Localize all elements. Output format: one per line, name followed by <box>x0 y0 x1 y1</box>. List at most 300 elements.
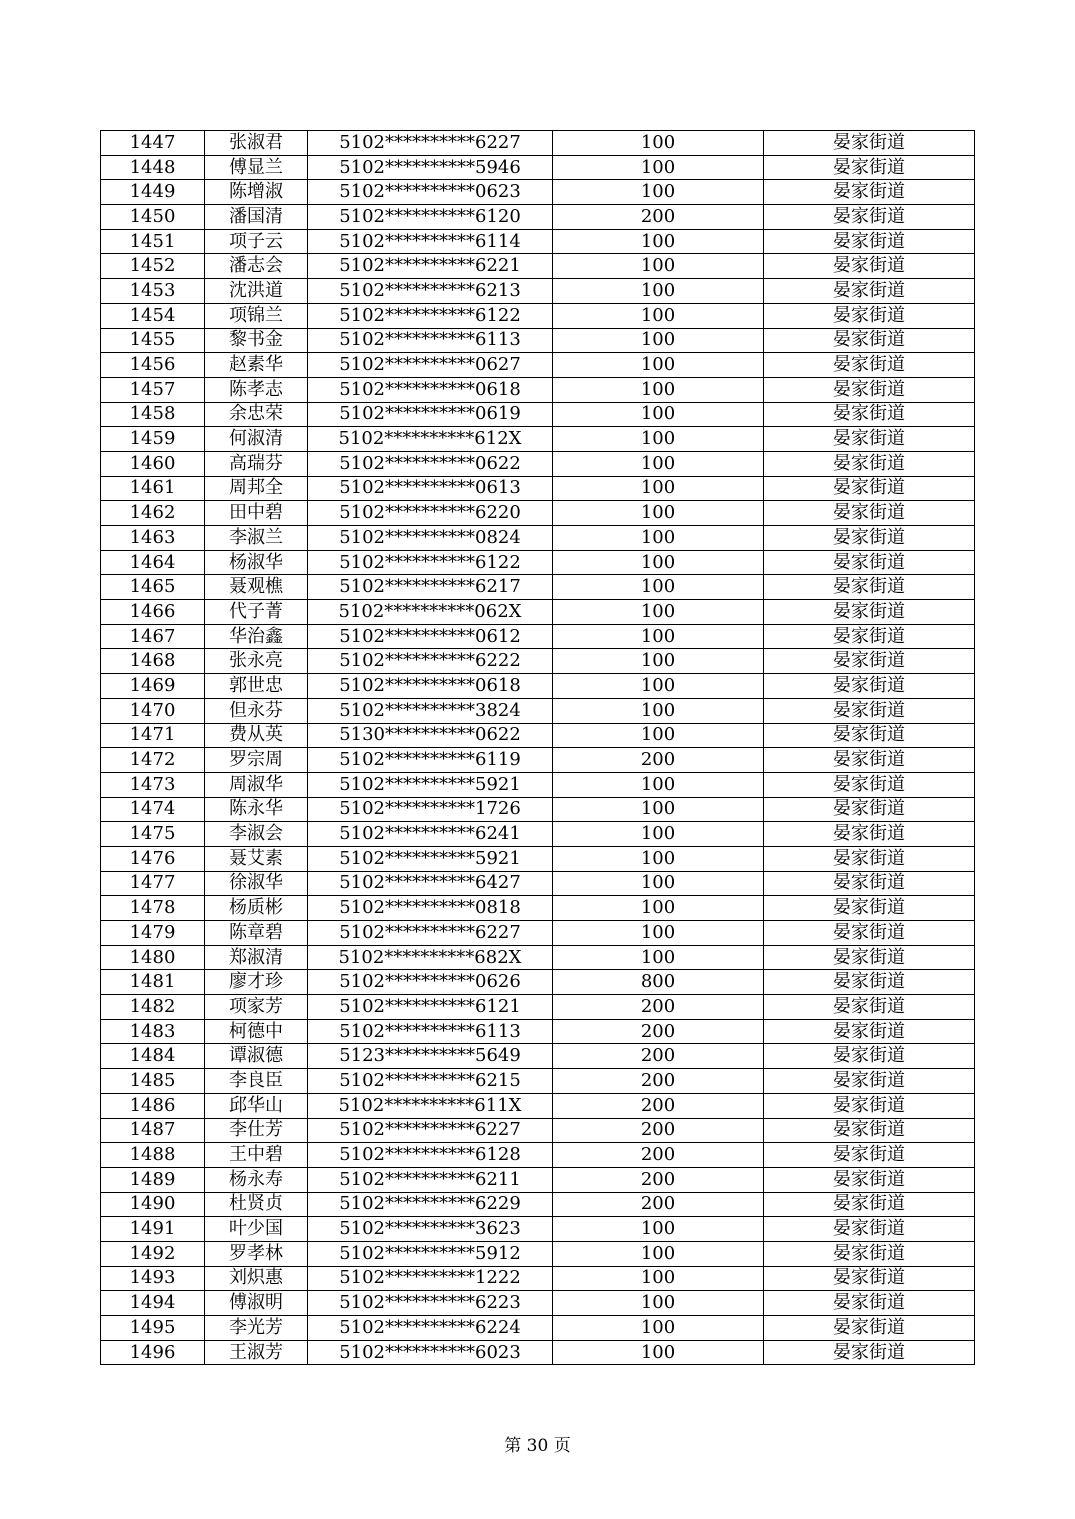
street-cell: 晏家街道 <box>764 1316 975 1341</box>
serial-number-cell: 1483 <box>101 1019 205 1044</box>
street-cell: 晏家街道 <box>764 649 975 674</box>
name-cell: 杨质彬 <box>205 896 308 921</box>
amount-cell: 100 <box>553 921 764 946</box>
amount-cell: 100 <box>553 797 764 822</box>
id-number-cell: 5102**********6211 <box>308 1167 553 1192</box>
table-row <box>101 698 975 723</box>
id-number-cell: 5102**********5912 <box>308 1241 553 1266</box>
serial-number-cell: 1466 <box>101 600 205 625</box>
amount-cell: 100 <box>553 723 764 748</box>
id-number-cell: 5102**********612X <box>308 427 553 452</box>
serial-number-cell: 1488 <box>101 1143 205 1168</box>
serial-number-cell: 1462 <box>101 501 205 526</box>
serial-number-cell: 1492 <box>101 1241 205 1266</box>
name-cell: 郭世忠 <box>205 674 308 699</box>
amount-cell: 200 <box>553 748 764 773</box>
serial-number-cell: 1461 <box>101 476 205 501</box>
serial-number-cell: 1472 <box>101 748 205 773</box>
street-cell: 晏家街道 <box>764 526 975 551</box>
amount-cell: 100 <box>553 229 764 254</box>
table-row <box>101 772 975 797</box>
id-number-cell: 5102**********6222 <box>308 649 553 674</box>
serial-number-cell: 1473 <box>101 772 205 797</box>
street-cell: 晏家街道 <box>764 353 975 378</box>
table-row <box>101 896 975 921</box>
id-number-cell: 5102**********6227 <box>308 131 553 156</box>
serial-number-cell: 1476 <box>101 846 205 871</box>
serial-number-cell: 1482 <box>101 995 205 1020</box>
street-cell: 晏家街道 <box>764 1340 975 1365</box>
id-number-cell: 5102**********0613 <box>308 476 553 501</box>
id-number-cell: 5102**********6114 <box>308 229 553 254</box>
serial-number-cell: 1485 <box>101 1069 205 1094</box>
name-cell: 徐淑华 <box>205 871 308 896</box>
id-number-cell: 5102**********5921 <box>308 772 553 797</box>
street-cell: 晏家街道 <box>764 451 975 476</box>
name-cell: 田中碧 <box>205 501 308 526</box>
name-cell: 黎书金 <box>205 328 308 353</box>
table-row <box>101 328 975 353</box>
amount-cell: 100 <box>553 180 764 205</box>
name-cell: 余忠荣 <box>205 402 308 427</box>
id-number-cell: 5102**********6023 <box>308 1340 553 1365</box>
id-number-cell: 5102**********6119 <box>308 748 553 773</box>
table-row <box>101 303 975 328</box>
serial-number-cell: 1458 <box>101 402 205 427</box>
name-cell: 项家芳 <box>205 995 308 1020</box>
table-row <box>101 131 975 156</box>
serial-number-cell: 1469 <box>101 674 205 699</box>
amount-cell: 200 <box>553 1192 764 1217</box>
id-number-cell: 5102**********6113 <box>308 1019 553 1044</box>
name-cell: 赵素华 <box>205 353 308 378</box>
amount-cell: 200 <box>553 205 764 230</box>
serial-number-cell: 1475 <box>101 822 205 847</box>
name-cell: 罗孝林 <box>205 1241 308 1266</box>
street-cell: 晏家街道 <box>764 476 975 501</box>
amount-cell: 100 <box>553 353 764 378</box>
name-cell: 华治鑫 <box>205 624 308 649</box>
table-row <box>101 1291 975 1316</box>
amount-cell: 100 <box>553 846 764 871</box>
street-cell: 晏家街道 <box>764 1291 975 1316</box>
id-number-cell: 5102**********6221 <box>308 254 553 279</box>
table-row <box>101 575 975 600</box>
name-cell: 张永亮 <box>205 649 308 674</box>
serial-number-cell: 1450 <box>101 205 205 230</box>
id-number-cell: 5102**********6121 <box>308 995 553 1020</box>
table-row <box>101 476 975 501</box>
street-cell: 晏家街道 <box>764 1167 975 1192</box>
name-cell: 但永芬 <box>205 698 308 723</box>
table-row <box>101 624 975 649</box>
serial-number-cell: 1463 <box>101 526 205 551</box>
street-cell: 晏家街道 <box>764 1266 975 1291</box>
street-cell: 晏家街道 <box>764 600 975 625</box>
serial-number-cell: 1491 <box>101 1217 205 1242</box>
amount-cell: 100 <box>553 600 764 625</box>
table-row <box>101 402 975 427</box>
id-number-cell: 5102**********3824 <box>308 698 553 723</box>
street-cell: 晏家街道 <box>764 501 975 526</box>
amount-cell: 100 <box>553 698 764 723</box>
amount-cell: 100 <box>553 279 764 304</box>
id-number-cell: 5102**********0618 <box>308 377 553 402</box>
table-row <box>101 1044 975 1069</box>
amount-cell: 100 <box>553 1316 764 1341</box>
serial-number-cell: 1464 <box>101 550 205 575</box>
amount-cell: 100 <box>553 674 764 699</box>
street-cell: 晏家街道 <box>764 970 975 995</box>
name-cell: 李良臣 <box>205 1069 308 1094</box>
street-cell: 晏家街道 <box>764 303 975 328</box>
id-number-cell: 5102**********0626 <box>308 970 553 995</box>
name-cell: 张淑君 <box>205 131 308 156</box>
id-number-cell: 5102**********6227 <box>308 921 553 946</box>
id-number-cell: 5102**********6427 <box>308 871 553 896</box>
serial-number-cell: 1480 <box>101 945 205 970</box>
table-row <box>101 1118 975 1143</box>
amount-cell: 200 <box>553 995 764 1020</box>
street-cell: 晏家街道 <box>764 995 975 1020</box>
serial-number-cell: 1496 <box>101 1340 205 1365</box>
name-cell: 杨永寿 <box>205 1167 308 1192</box>
street-cell: 晏家街道 <box>764 1093 975 1118</box>
id-number-cell: 5102**********6213 <box>308 279 553 304</box>
amount-cell: 200 <box>553 1167 764 1192</box>
table-row <box>101 1019 975 1044</box>
amount-cell: 200 <box>553 1093 764 1118</box>
street-cell: 晏家街道 <box>764 1192 975 1217</box>
street-cell: 晏家街道 <box>764 155 975 180</box>
name-cell: 聂艾素 <box>205 846 308 871</box>
amount-cell: 100 <box>553 155 764 180</box>
amount-cell: 200 <box>553 1143 764 1168</box>
street-cell: 晏家街道 <box>764 131 975 156</box>
name-cell: 陈永华 <box>205 797 308 822</box>
table-row <box>101 254 975 279</box>
name-cell: 柯德中 <box>205 1019 308 1044</box>
amount-cell: 200 <box>553 1069 764 1094</box>
table-row <box>101 1217 975 1242</box>
amount-cell: 100 <box>553 624 764 649</box>
street-cell: 晏家街道 <box>764 624 975 649</box>
table-row <box>101 1192 975 1217</box>
roster-table <box>100 130 975 1365</box>
street-cell: 晏家街道 <box>764 772 975 797</box>
serial-number-cell: 1490 <box>101 1192 205 1217</box>
name-cell: 项锦兰 <box>205 303 308 328</box>
name-cell: 何淑清 <box>205 427 308 452</box>
amount-cell: 200 <box>553 1044 764 1069</box>
street-cell: 晏家街道 <box>764 402 975 427</box>
id-number-cell: 5102**********6241 <box>308 822 553 847</box>
name-cell: 傅淑明 <box>205 1291 308 1316</box>
id-number-cell: 5102**********0618 <box>308 674 553 699</box>
serial-number-cell: 1481 <box>101 970 205 995</box>
street-cell: 晏家街道 <box>764 945 975 970</box>
amount-cell: 200 <box>553 1118 764 1143</box>
name-cell: 李淑兰 <box>205 526 308 551</box>
serial-number-cell: 1460 <box>101 451 205 476</box>
table-row <box>101 353 975 378</box>
serial-number-cell: 1454 <box>101 303 205 328</box>
table-row <box>101 427 975 452</box>
id-number-cell: 5102**********0612 <box>308 624 553 649</box>
amount-cell: 100 <box>553 1340 764 1365</box>
amount-cell: 100 <box>553 550 764 575</box>
id-number-cell: 5102**********0622 <box>308 451 553 476</box>
table-row <box>101 229 975 254</box>
serial-number-cell: 1486 <box>101 1093 205 1118</box>
name-cell: 王淑芳 <box>205 1340 308 1365</box>
table-row <box>101 822 975 847</box>
amount-cell: 100 <box>553 649 764 674</box>
table-row <box>101 846 975 871</box>
serial-number-cell: 1452 <box>101 254 205 279</box>
table-row <box>101 1241 975 1266</box>
serial-number-cell: 1448 <box>101 155 205 180</box>
name-cell: 聂观樵 <box>205 575 308 600</box>
table-row <box>101 1316 975 1341</box>
street-cell: 晏家街道 <box>764 896 975 921</box>
street-cell: 晏家街道 <box>764 180 975 205</box>
name-cell: 李光芳 <box>205 1316 308 1341</box>
serial-number-cell: 1474 <box>101 797 205 822</box>
name-cell: 代子菁 <box>205 600 308 625</box>
amount-cell: 100 <box>553 575 764 600</box>
serial-number-cell: 1477 <box>101 871 205 896</box>
table-row <box>101 921 975 946</box>
name-cell: 王中碧 <box>205 1143 308 1168</box>
street-cell: 晏家街道 <box>764 674 975 699</box>
amount-cell: 100 <box>553 772 764 797</box>
name-cell: 周邦全 <box>205 476 308 501</box>
street-cell: 晏家街道 <box>764 1118 975 1143</box>
roster-table-body <box>101 131 975 1365</box>
street-cell: 晏家街道 <box>764 328 975 353</box>
name-cell: 潘国清 <box>205 205 308 230</box>
id-number-cell: 5102**********6122 <box>308 550 553 575</box>
amount-cell: 100 <box>553 402 764 427</box>
id-number-cell: 5102**********1726 <box>308 797 553 822</box>
serial-number-cell: 1449 <box>101 180 205 205</box>
id-number-cell: 5102**********5921 <box>308 846 553 871</box>
amount-cell: 100 <box>553 822 764 847</box>
street-cell: 晏家街道 <box>764 1069 975 1094</box>
name-cell: 廖才珍 <box>205 970 308 995</box>
table-row <box>101 1069 975 1094</box>
name-cell: 邱华山 <box>205 1093 308 1118</box>
name-cell: 项子云 <box>205 229 308 254</box>
id-number-cell: 5102**********611X <box>308 1093 553 1118</box>
street-cell: 晏家街道 <box>764 427 975 452</box>
serial-number-cell: 1479 <box>101 921 205 946</box>
id-number-cell: 5102**********0627 <box>308 353 553 378</box>
id-number-cell: 5102**********5946 <box>308 155 553 180</box>
table-row <box>101 1093 975 1118</box>
id-number-cell: 5102**********6215 <box>308 1069 553 1094</box>
serial-number-cell: 1484 <box>101 1044 205 1069</box>
serial-number-cell: 1457 <box>101 377 205 402</box>
amount-cell: 100 <box>553 871 764 896</box>
table-row <box>101 550 975 575</box>
id-number-cell: 5102**********682X <box>308 945 553 970</box>
street-cell: 晏家街道 <box>764 1217 975 1242</box>
name-cell: 沈洪道 <box>205 279 308 304</box>
id-number-cell: 5102**********6220 <box>308 501 553 526</box>
table-row <box>101 451 975 476</box>
amount-cell: 100 <box>553 451 764 476</box>
street-cell: 晏家街道 <box>764 229 975 254</box>
serial-number-cell: 1493 <box>101 1266 205 1291</box>
table-row <box>101 871 975 896</box>
name-cell: 李仕芳 <box>205 1118 308 1143</box>
serial-number-cell: 1455 <box>101 328 205 353</box>
street-cell: 晏家街道 <box>764 921 975 946</box>
table-row <box>101 526 975 551</box>
street-cell: 晏家街道 <box>764 723 975 748</box>
name-cell: 陈章碧 <box>205 921 308 946</box>
id-number-cell: 5102**********3623 <box>308 1217 553 1242</box>
table-row <box>101 1340 975 1365</box>
id-number-cell: 5102**********6217 <box>308 575 553 600</box>
name-cell: 李淑会 <box>205 822 308 847</box>
amount-cell: 100 <box>553 501 764 526</box>
serial-number-cell: 1459 <box>101 427 205 452</box>
amount-cell: 100 <box>553 1266 764 1291</box>
table-row <box>101 180 975 205</box>
table-row <box>101 1167 975 1192</box>
name-cell: 杨淑华 <box>205 550 308 575</box>
id-number-cell: 5102**********6227 <box>308 1118 553 1143</box>
name-cell: 高瑞芬 <box>205 451 308 476</box>
serial-number-cell: 1471 <box>101 723 205 748</box>
name-cell: 杜贤贞 <box>205 1192 308 1217</box>
table-row <box>101 945 975 970</box>
amount-cell: 100 <box>553 1291 764 1316</box>
serial-number-cell: 1478 <box>101 896 205 921</box>
table-row <box>101 377 975 402</box>
table-row <box>101 1266 975 1291</box>
id-number-cell: 5102**********0623 <box>308 180 553 205</box>
street-cell: 晏家街道 <box>764 1044 975 1069</box>
serial-number-cell: 1487 <box>101 1118 205 1143</box>
street-cell: 晏家街道 <box>764 822 975 847</box>
street-cell: 晏家街道 <box>764 575 975 600</box>
street-cell: 晏家街道 <box>764 377 975 402</box>
table-row <box>101 649 975 674</box>
table-row <box>101 155 975 180</box>
table-row <box>101 797 975 822</box>
id-number-cell: 5102**********0818 <box>308 896 553 921</box>
amount-cell: 100 <box>553 303 764 328</box>
serial-number-cell: 1468 <box>101 649 205 674</box>
serial-number-cell: 1467 <box>101 624 205 649</box>
name-cell: 陈孝志 <box>205 377 308 402</box>
table-row <box>101 995 975 1020</box>
table-row <box>101 748 975 773</box>
name-cell: 叶少国 <box>205 1217 308 1242</box>
amount-cell: 100 <box>553 377 764 402</box>
id-number-cell: 5102**********6128 <box>308 1143 553 1168</box>
page-number: 第 30 页 <box>504 1436 571 1456</box>
table-row <box>101 723 975 748</box>
table-row <box>101 970 975 995</box>
name-cell: 周淑华 <box>205 772 308 797</box>
id-number-cell: 5102**********0824 <box>308 526 553 551</box>
amount-cell: 100 <box>553 526 764 551</box>
street-cell: 晏家街道 <box>764 748 975 773</box>
street-cell: 晏家街道 <box>764 871 975 896</box>
name-cell: 傅显兰 <box>205 155 308 180</box>
id-number-cell: 5102**********6223 <box>308 1291 553 1316</box>
serial-number-cell: 1465 <box>101 575 205 600</box>
serial-number-cell: 1470 <box>101 698 205 723</box>
id-number-cell: 5102**********6224 <box>308 1316 553 1341</box>
serial-number-cell: 1494 <box>101 1291 205 1316</box>
serial-number-cell: 1489 <box>101 1167 205 1192</box>
street-cell: 晏家街道 <box>764 1019 975 1044</box>
serial-number-cell: 1456 <box>101 353 205 378</box>
amount-cell: 100 <box>553 328 764 353</box>
name-cell: 罗宗周 <box>205 748 308 773</box>
street-cell: 晏家街道 <box>764 698 975 723</box>
id-number-cell: 5130**********0622 <box>308 723 553 748</box>
amount-cell: 100 <box>553 427 764 452</box>
serial-number-cell: 1447 <box>101 131 205 156</box>
amount-cell: 100 <box>553 1217 764 1242</box>
name-cell: 谭淑德 <box>205 1044 308 1069</box>
table-row <box>101 600 975 625</box>
id-number-cell: 5102**********6122 <box>308 303 553 328</box>
id-number-cell: 5102**********6113 <box>308 328 553 353</box>
amount-cell: 100 <box>553 254 764 279</box>
table-row <box>101 501 975 526</box>
id-number-cell: 5102**********0619 <box>308 402 553 427</box>
amount-cell: 100 <box>553 476 764 501</box>
name-cell: 刘炽惠 <box>205 1266 308 1291</box>
amount-cell: 100 <box>553 896 764 921</box>
amount-cell: 100 <box>553 1241 764 1266</box>
name-cell: 陈增淑 <box>205 180 308 205</box>
name-cell: 潘志会 <box>205 254 308 279</box>
id-number-cell: 5102**********6120 <box>308 205 553 230</box>
street-cell: 晏家街道 <box>764 1241 975 1266</box>
table-row <box>101 674 975 699</box>
serial-number-cell: 1495 <box>101 1316 205 1341</box>
id-number-cell: 5102**********1222 <box>308 1266 553 1291</box>
street-cell: 晏家街道 <box>764 846 975 871</box>
amount-cell: 100 <box>553 131 764 156</box>
id-number-cell: 5102**********6229 <box>308 1192 553 1217</box>
id-number-cell: 5123**********5649 <box>308 1044 553 1069</box>
id-number-cell: 5102**********062X <box>308 600 553 625</box>
name-cell: 费从英 <box>205 723 308 748</box>
table-row <box>101 205 975 230</box>
street-cell: 晏家街道 <box>764 1143 975 1168</box>
serial-number-cell: 1451 <box>101 229 205 254</box>
street-cell: 晏家街道 <box>764 797 975 822</box>
amount-cell: 100 <box>553 945 764 970</box>
name-cell: 郑淑清 <box>205 945 308 970</box>
street-cell: 晏家街道 <box>764 550 975 575</box>
table-row <box>101 1143 975 1168</box>
amount-cell: 200 <box>553 1019 764 1044</box>
street-cell: 晏家街道 <box>764 205 975 230</box>
street-cell: 晏家街道 <box>764 254 975 279</box>
street-cell: 晏家街道 <box>764 279 975 304</box>
